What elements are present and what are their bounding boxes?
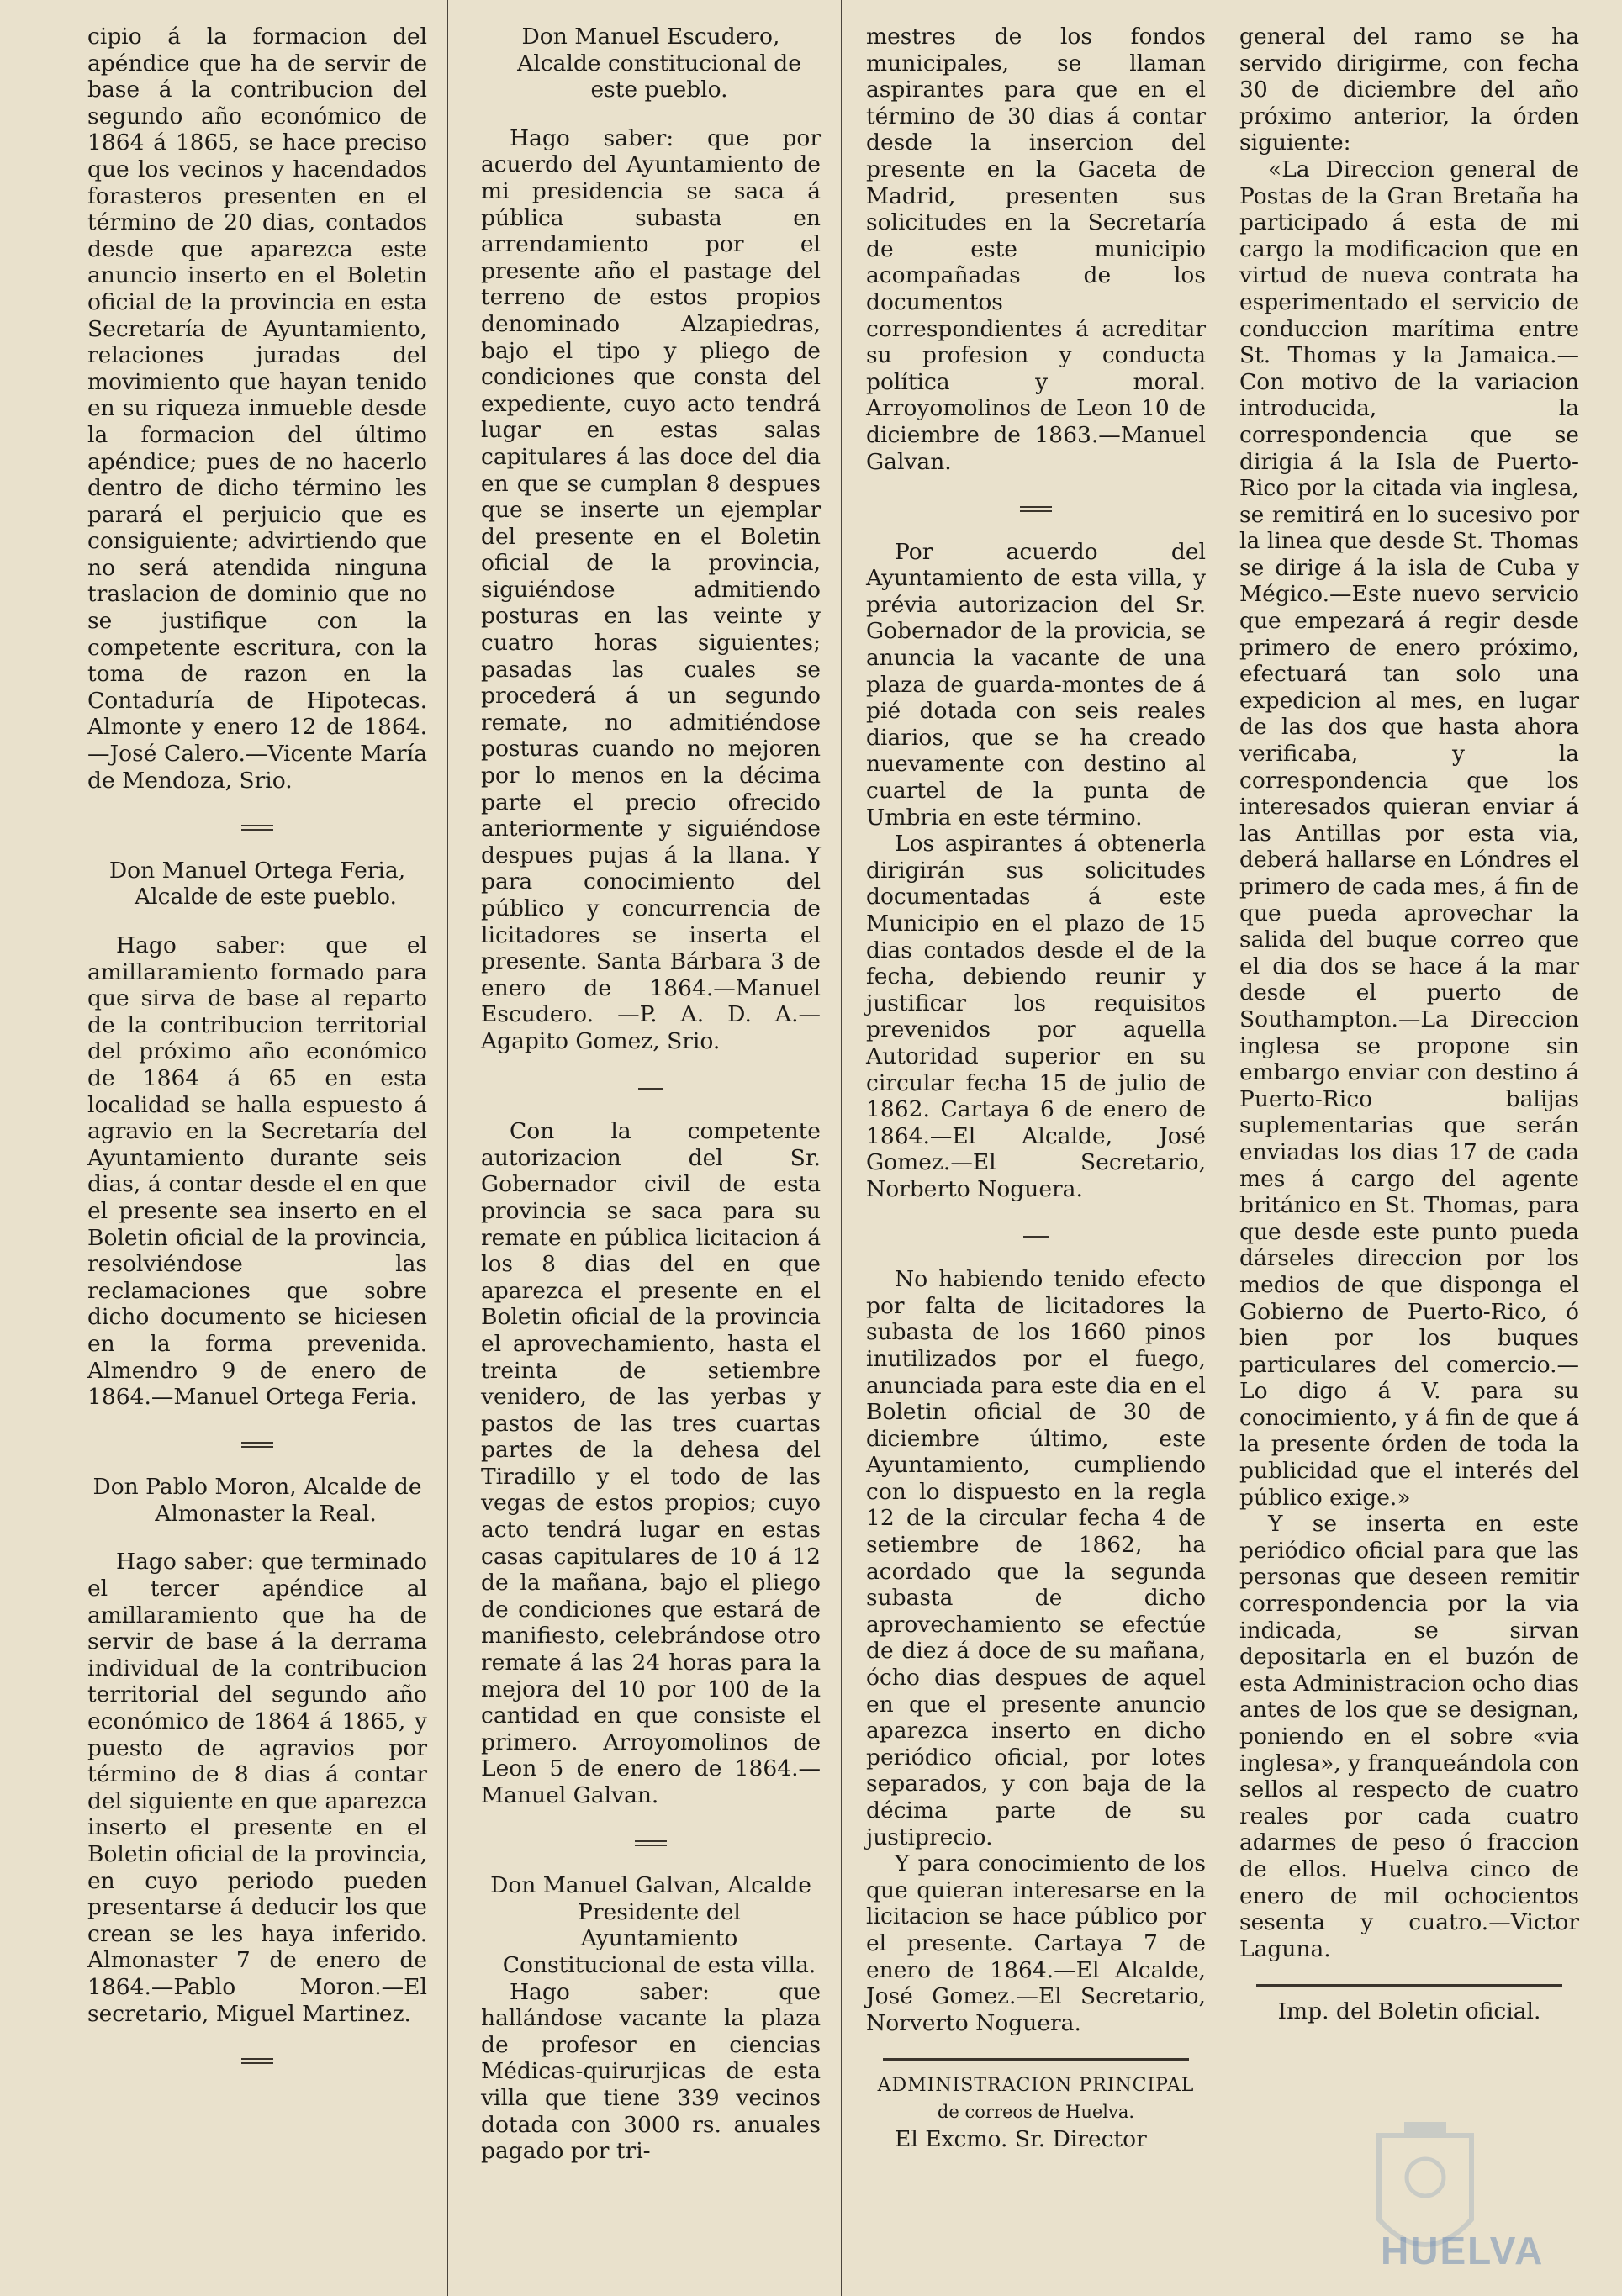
article-paragraph: de correos de Huelva. bbox=[937, 2101, 1135, 2122]
article-paragraph: Y se inserta en este periódico oficial para que las personas que deseen remitir correspondencia por la via indicada, se sirvan depositarla en el buzón de esta Administracion ocho dias antes de los que se designan, poniendo en el sobre «via inglesa», y franqueándola con sellos al respecto de cuatro reales por cada cuatro adarmes de peso ó fraccion de ellos. Huelva cinco de enero de mil ochocientos sesenta y cuatro.—Victor Laguna. bbox=[1239, 1511, 1579, 1962]
article-paragraph: general del ramo se ha servido dirigirme, con fecha 30 de diciembre del año próximo anterior, la órden siguiente: bbox=[1239, 24, 1579, 156]
article-paragraph: Don Manuel Ortega Feria, Alcalde de este pueblo. bbox=[108, 857, 406, 910]
column-4 bbox=[1239, 24, 1579, 2025]
section-separator bbox=[87, 812, 427, 839]
article-paragraph: No habiendo tenido efecto por falta de licitadores la subasta de los 1660 pinos inutilizados por el fuego, anunciada para este dia en el Boletin oficial de 30 de diciembre último, este Ayuntamiento, cumpliendo con lo dispuesto en la regla 12 de la circular fecha 4 de setiembre de 1862, ha acordado que la segunda subasta de dicho aprovechamiento se efectúe de diez á doce de su mañana, ócho dias despues de aquel en que el presente anuncio aparezca inserto en dicho periódico oficial, por lotes separados, y con baja de la décima parte de su justiprecio. bbox=[866, 1266, 1206, 1850]
section-separator bbox=[87, 2045, 427, 2072]
column-rule-1 bbox=[447, 0, 448, 2296]
article-paragraph: Don Pablo Moron, Alcalde de Almonaster la Real. bbox=[92, 1474, 422, 1527]
column-3 bbox=[866, 24, 1206, 2152]
section-separator bbox=[866, 494, 1206, 520]
article-paragraph: mestres de los fondos municipales, se llaman aspirantes para que en el término de 30 dias á contar desde la insercion del presente en la Gaceta de Madrid, presenten sus solicitudes en la Secretaría de este municipio acompañadas de los documentos correspondientes á acreditar su profesion y conducta política y moral. Arroyomolinos de Leon 10 de diciembre de 1863.—Manuel Galvan. bbox=[866, 24, 1206, 475]
section-separator bbox=[866, 1222, 1206, 1248]
article-paragraph: Hago saber: que hallándose vacante la plaza de profesor en ciencias Médicas-quirurjicas de esta villa que tiene 339 vecinos dotada con 3000 rs. anuales pagado por tri- bbox=[481, 1978, 821, 2165]
section-rule bbox=[883, 2058, 1189, 2061]
spacer bbox=[87, 910, 427, 932]
article-paragraph: Imp. del Boletin oficial. bbox=[1277, 1998, 1541, 2025]
article-paragraph: Y para conocimiento de los que quieran interesarse en la licitacion se hace público por el presente. Cartaya 7 de enero de 1864.—El Alcalde, José Gomez.—El Secretario, Norverto Noguera. bbox=[866, 1850, 1206, 2036]
article-paragraph: Por acuerdo del Ayuntamiento de esta villa, y prévia autorizacion del Sr. Gobernador de la provicia, se anuncia la vacante de una plaza de guarda-montes de á pié dotada con seis reales diarios, que se ha creado nuevamente con destino al cuartel de la punta de Umbria en este término. bbox=[866, 538, 1206, 831]
article-paragraph: ADMINISTRACION PRINCIPAL bbox=[877, 2075, 1195, 2097]
spacer bbox=[481, 103, 821, 125]
section-separator bbox=[481, 1828, 821, 1855]
section-separator bbox=[481, 1074, 821, 1100]
article-paragraph: Con la competente autorizacion del Sr. Gobernador civil de esta provincia se saca para su remate en pública licitacion á los 8 dias del en que aparezca el presente en el Boletin oficial de la provincia el aprovechamiento, hasta el treinta de setiembre venidero, de las yerbas y pastos de las tres cuartas partes de la dehesa del Tiradillo y el todo de las vegas de estos propios; cuyo acto tendrá lugar en estas casas capitulares de 10 á 12 de la mañana, bajo el pliego de condiciones que estará de manifiesto, celebrándose otro remate á las 24 horas para la mejora del 10 por 100 de la cantidad en que consiste el primero. Arroyomolinos de Leon 5 de enero de 1864.—Manuel Galvan. bbox=[481, 1118, 821, 1808]
article-paragraph: Los aspirantes á obtenerla dirigirán sus solicitudes documentadas á este Municipio en el plazo de 15 dias contados desde el de la fecha, debiendo reunir y justificar los requisitos prevenidos por aquella Autoridad superior en su circular fecha 15 de julio de 1862. Cartaya 6 de enero de 1864.—El Alcalde, José Gomez.—El Secretario, Norberto Noguera. bbox=[866, 831, 1206, 1202]
article-paragraph: Don Manuel Galvan, Alcalde Presidente del Ayuntamiento Constitucional de esta villa. bbox=[490, 1872, 816, 1978]
column-2 bbox=[481, 24, 821, 2165]
watermark-text: HUELVA bbox=[1381, 2229, 1545, 2272]
article-paragraph: «La Direccion general de Postas de la Gran Bretaña ha participado á esta de mi cargo la modificacion que en virtud de nueva contrata ha esperimentado el servicio de conduccion marítima entre St. Thomas y la Jamaica.—Con motivo de la variacion introducida, la correspondencia que se dirigia á la Isla de Puerto-Rico por la citada via inglesa, se remitirá en lo sucesivo por la linea que desde St. Thomas se dirige á la isla de Cuba y Mégico.—Este nuevo servicio que empezará á regir desde primero de enero próximo, efectuará tan solo una expedicion al mes, en lugar de las dos que hasta ahora verificaba, y la correspondencia que los interesados quieran enviar á las Antillas por esta via, deberá hallarse en Lóndres el primero de cada mes, á fin de que pueda aprovechar la salida del buque correo que el dia dos se hace á la mar desde el puerto de Southampton.—La Direccion inglesa se propone sin embargo enviar con destino á Puerto-Rico balijas suplementarias que serán enviadas los dias 17 de cada mes á cargo del agente británico en St. Thomas, para que desde este punto pueda dárseles direccion por los medios de que disponga el Gobierno de Puerto-Rico, ó bien por los buques particulares del comercio.—Lo digo á V. para su conocimiento, y á fin de que á la presente órden de toda la publicidad que el interés del público exige.» bbox=[1239, 156, 1579, 1511]
column-1 bbox=[87, 24, 427, 2091]
section-rule bbox=[1256, 1984, 1562, 1987]
article-paragraph: Hago saber: que por acuerdo del Ayuntamiento de mi presidencia se saca á pública subasta en arrendamiento por el presente año el pastage del terreno de estos propios denominado Alzapiedras, bajo el tipo y pliego de condiciones que consta del expediente, cuyo acto tendrá lugar en estas salas capitulares á las doce del dia en que se cumplan 8 despues que se inserte un ejemplar del presente en el Boletin oficial de la provincia, siguiéndose admitiendo posturas en las veinte y cuatro horas siguientes; pasadas las cuales se procederá á un segundo remate, no admitiéndose posturas cuando no mejoren por lo menos en la décima parte el precio ofrecido anteriormente y siguiéndose despues pujas á la llana. Y para conocimiento del público y concurrencia de licitadores se inserta el presente. Santa Bárbara 3 de enero de 1864.—Manuel Escudero. —P. A. D. A.—Agapito Gomez, Srio. bbox=[481, 124, 821, 1054]
article-paragraph: cipio á la formacion del apéndice que ha de servir de base á la contribucion del segundo año económico de 1864 á 1865, se hace preciso que los vecinos y hacendados forasteros presenten en el término de 20 dias, contados desde que aparezca este anuncio inserto en el Boletin oficial de la provincia en esta Secretaría de Ayuntamiento, relaciones juradas del movimiento que hayan tenido en su riqueza inmueble desde la formacion del último apéndice; pues de no hacerlo dentro de dicho término les parará el perjuicio que es consiguiente; advirtiendo que no será atendida ninguna traslacion de dominio que no se justifique con la competente escritura, con la toma de razon en la Contaduría de Hipotecas. Almonte y enero 12 de 1864. —José Calero.—Vicente María de Mendoza, Srio. bbox=[87, 24, 427, 794]
section-separator bbox=[87, 1429, 427, 1456]
article-paragraph: Hago saber: que terminado el tercer apéndice al amillaramiento que ha de servir de base á la derrama individual de la contribucion territorial del segundo año económico de 1864 á 1865, y puesto de agravios por término de 8 dias á contar del siguiente en que aparezca inserto el presente en el Boletin oficial de la provincia, en cuyo periodo pueden presentarse á deducir los que crean se les haya inferido. Almonaster 7 de enero de 1864.—Pablo Moron.—El secretario, Miguel Martinez. bbox=[87, 1549, 427, 2027]
column-rule-2 bbox=[841, 0, 842, 2296]
article-paragraph: El Excmo. Sr. Director bbox=[895, 2125, 1147, 2152]
article-paragraph: Don Manuel Escudero, Alcalde constitucional de este pueblo. bbox=[517, 24, 801, 103]
article-paragraph: Hago saber: que el amillaramiento formado para que sirva de base al reparto de la contribucion territorial del próximo año económico de 1864 á 65 en esta localidad se halla espuesto á agravio en la Secretaría del Ayuntamiento durante seis dias, á contar desde el en que el presente sea inserto en el Boletin oficial de la provincia, resolviéndose las reclamaciones que sobre dicho documento se hiciesen en la forma prevenida. Almendro 9 de enero de 1864.—Manuel Ortega Feria. bbox=[87, 932, 427, 1411]
spacer bbox=[87, 1527, 427, 1549]
